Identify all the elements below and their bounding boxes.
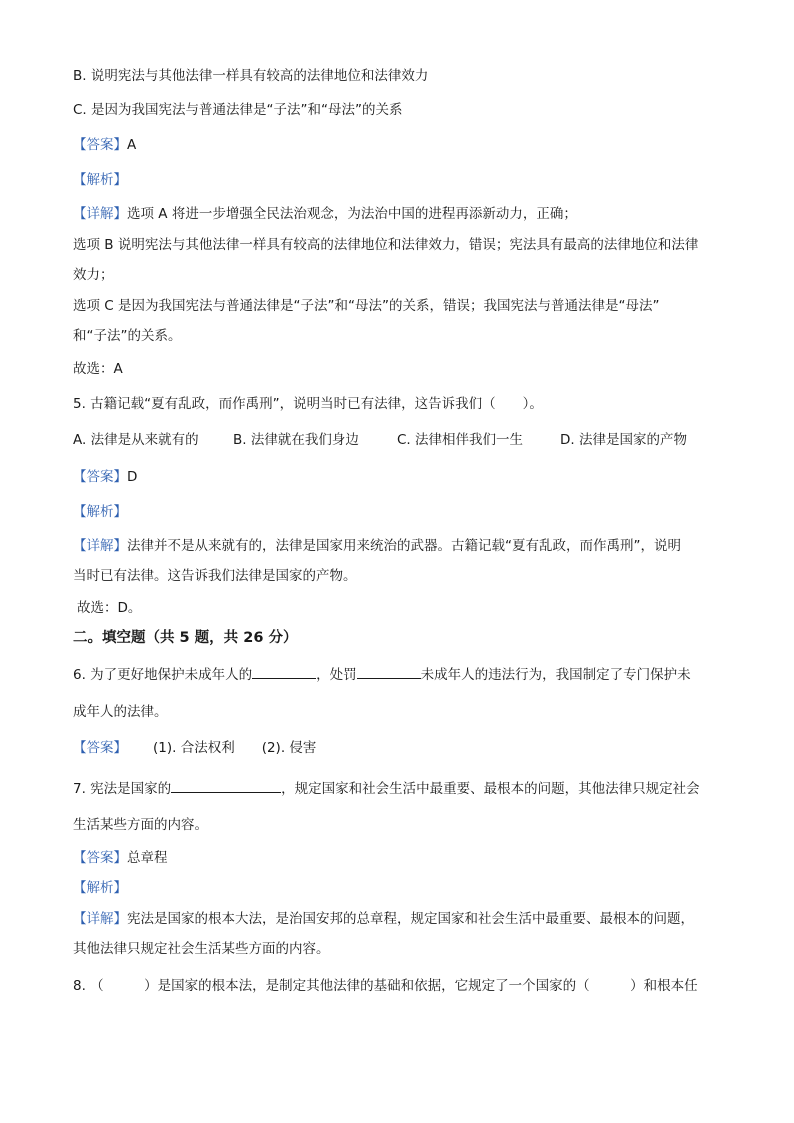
q7-detail-line-1 <box>73 910 694 928</box>
q5-option-b: B. 法律就在我们身边 <box>233 432 359 448</box>
q6-blank-1 <box>252 666 316 679</box>
q7-stem-line-2: 生活某些方面的内容。 <box>73 817 208 833</box>
q4-analysis-tag: 【解析】 <box>73 172 127 188</box>
answer-value: A <box>127 137 137 153</box>
q5-detail-line-2: 当时已有法律。这告诉我们法律是国家的产物。 <box>73 568 357 584</box>
q8-stem: 8. （ ）是国家的根本法，是制定其他法律的基础和依据，它规定了一个国家的（ ）和根本任 <box>73 978 698 994</box>
q7-detail-line-2: 其他法律只规定社会生活某些方面的内容。 <box>73 941 330 957</box>
q7-text-b: ，规定国家和社会生活中最重要、最根本的问题，其他法律只规定社会 <box>281 781 700 797</box>
q7-text-a: 7. 宪法是国家的 <box>73 781 172 797</box>
q4-choice: 故选：A <box>73 361 123 377</box>
q5-analysis-tag: 【解析】 <box>73 504 127 520</box>
answer-tag: 【答案】 <box>73 469 127 485</box>
answer-value: D <box>127 469 138 485</box>
detail-tag: 【详解】 <box>73 911 127 927</box>
q6-answer <box>73 739 316 757</box>
q4-detail-line-2: 选项 B 说明宪法与其他法律一样具有较高的法律地位和法律效力，错误；宪法具有最高的法律地位和法律 <box>73 237 699 253</box>
detail-tag: 【详解】 <box>73 538 127 554</box>
answer-tag: 【答案】 <box>73 850 127 866</box>
q5-option-a: A. 法律是从来就有的 <box>73 432 199 448</box>
detail-tag: 【详解】 <box>73 206 127 222</box>
answer-value: 总章程 <box>127 850 168 866</box>
q6-text-b: ，处罚 <box>316 667 357 683</box>
detail-text: 法律并不是从来就有的，法律是国家用来统治的武器。古籍记载“夏有乱政，而作禹刑”，说明 <box>127 538 681 554</box>
q5-options <box>73 431 687 449</box>
detail-text: 选项 A 将进一步增强全民法治观念，为法治中国的进程再添新动力，正确； <box>127 206 577 222</box>
q7-blank <box>171 780 281 793</box>
q7-stem-line-1 <box>73 780 700 798</box>
q6-text-a: 6. 为了更好地保护未成年人的 <box>73 667 253 683</box>
section-heading-fill-in: 二。填空题（共 5 题，共 26 分） <box>73 630 298 646</box>
q5-option-c: C. 法律相伴我们一生 <box>397 432 524 448</box>
answer-tag: 【答案】 <box>73 137 127 153</box>
q6-text-c: 未成年人的违法行为，我国制定了专门保护未 <box>420 667 691 683</box>
q5-stem: 5. 古籍记载“夏有乱政，而作禹刑”，说明当时已有法律，这告诉我们（ ）。 <box>73 396 543 412</box>
q5-answer <box>73 468 137 486</box>
q5-choice: 故选：D。 <box>77 600 142 616</box>
q4-detail-line-4: 选项 C 是因为我国宪法与普通法律是“子法”和“母法”的关系，错误；我国宪法与普通法律是“母法” <box>73 298 660 314</box>
detail-text: 宪法是国家的根本大法，是治国安邦的总章程，规定国家和社会生活中最重要、最根本的问题， <box>127 911 694 927</box>
q4-detail-line-3: 效力； <box>73 267 114 283</box>
q4-detail-line-5: 和“子法”的关系。 <box>73 328 182 344</box>
q5-detail-line-1 <box>73 537 681 555</box>
q6-stem-line-1 <box>73 666 691 684</box>
answer-tag: 【答案】 <box>73 740 127 756</box>
q4-detail-line-1 <box>73 205 577 223</box>
q4-option-c: C. 是因为我国宪法与普通法律是“子法”和“母法”的关系 <box>73 102 403 118</box>
q7-answer <box>73 849 168 867</box>
q5-option-d: D. 法律是国家的产物 <box>560 432 687 448</box>
answer-value: (1). 合法权利 (2). 侵害 <box>153 740 317 756</box>
q6-blank-2 <box>357 666 421 679</box>
q6-stem-line-2: 成年人的法律。 <box>73 704 168 720</box>
q4-option-b: B. 说明宪法与其他法律一样具有较高的法律地位和法律效力 <box>73 68 429 84</box>
q7-analysis-tag: 【解析】 <box>73 880 127 896</box>
q4-answer <box>73 136 136 154</box>
